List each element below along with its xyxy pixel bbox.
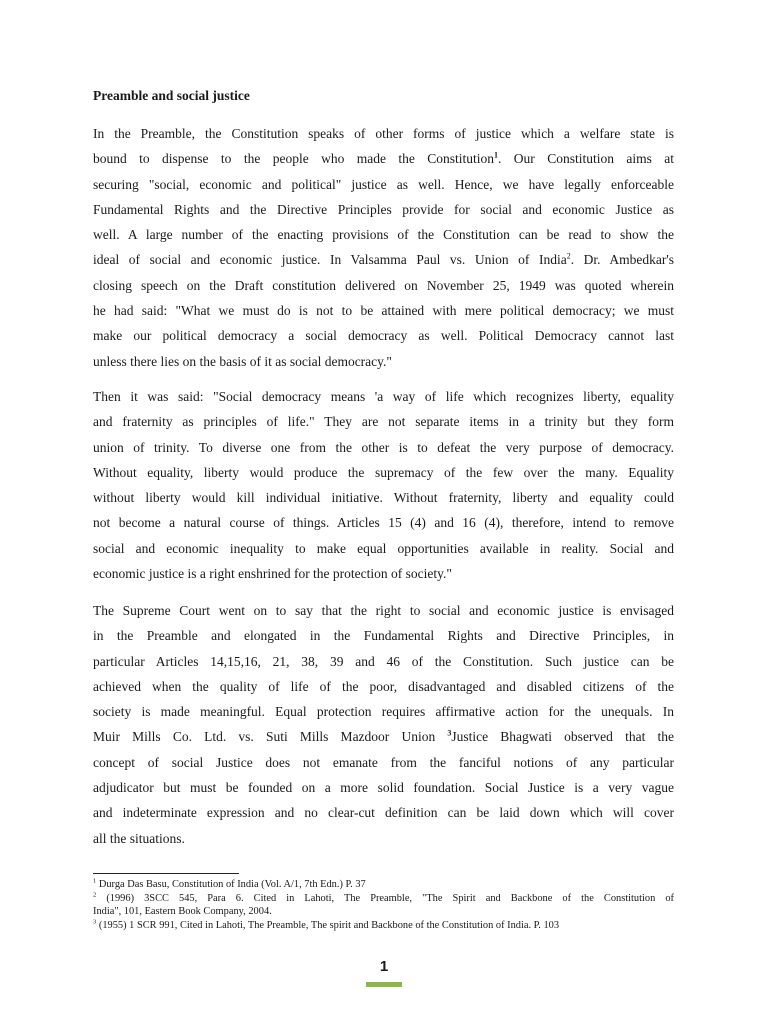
section-heading: Preamble and social justice: [93, 88, 250, 103]
footnote-number: 2: [93, 891, 97, 899]
text-line: particular Articles 14,15,16, 21, 38, 39 and 46 of the Constitution. Such justice can be: [93, 653, 674, 669]
text-line: unless there lies on the basis of it as social democracy.": [93, 353, 392, 369]
text-line: and indeterminate expression and no clear-cut definition can be laid down which will cover: [93, 805, 674, 821]
text-line: society is made meaningful. Equal protection requires affirmative action for the unequals. In: [93, 704, 674, 720]
text-line: and fraternity as principles of life." They are not separate items in a trinity but they form: [93, 414, 674, 430]
footnote-number: 3: [93, 918, 97, 926]
text-line: Fundamental Rights and the Directive Principles provide for social and economic Justice as: [93, 201, 674, 217]
page-number: 1: [379, 958, 389, 975]
text-line: bound to dispense to the people who made the Constitution$^1$. Our Constitution aims at: [93, 150, 674, 167]
text-line: ideal of social and economic justice. In Valsamma Paul vs. Union of India$^2$. Dr. Ambedkar's: [93, 251, 675, 268]
footnote-text: Durga Das Basu, Constitution of India (Vol. A/1, 7th Edn.) P. 37: [98, 879, 366, 890]
text-line: concept of social Justice does not emanate from the fanciful notions of any particular: [93, 754, 674, 770]
text-line: Without equality, liberty would produce the supremacy of the few over the many. Equality: [93, 464, 674, 480]
text-line: social and economic inequality to make equal opportunities available in reality. Social and: [93, 540, 674, 556]
paragraph-1: [93, 121, 674, 374]
footnote-number: 1: [93, 877, 97, 885]
footnote-text: India", 101, Eastern Book Company, 2004.: [93, 906, 272, 918]
footnotes: [93, 878, 674, 932]
footnote-ref-1: 1: [494, 150, 499, 160]
footnote-3: [93, 919, 674, 933]
footnote-separator: [93, 873, 239, 874]
footnote-text: (1996) 3SCC 545, Para 6. Cited in Lahoti, The Preamble, "The Spirit and Backbone of the Constitution of: [106, 892, 674, 904]
text-line: economic justice is a right enshrined for the protection of society.": [93, 566, 452, 582]
text-line: union of trinity. To diverse one from the other is to defeat the very purpose of democracy.: [93, 439, 674, 455]
text-line: The Supreme Court went on to say that the right to social and economic justice is envisaged: [93, 603, 674, 618]
footnote-ref-3: 3: [447, 728, 452, 738]
text-line: make our political democracy a social democracy as well. Political Democracy cannot last: [93, 328, 674, 344]
text-line: without liberty would kill individual initiative. Without fraternity, liberty and equality could: [93, 490, 674, 506]
text-line: all the situations.: [93, 830, 185, 846]
text-line: not become a natural course of things. Articles 15 (4) and 16 (4), therefore, intend to remove: [93, 515, 674, 531]
paragraph-3: [93, 598, 674, 851]
text-line: closing speech on the Draft constitution delivered on November 25, 1949 was quoted wherein: [93, 277, 674, 293]
footnote-1: [93, 878, 674, 892]
text-line: In the Preamble, the Constitution speaks of other forms of justice which a welfare state is: [93, 126, 674, 141]
text-line: in the Preamble and elongated in the Fundamental Rights and Directive Principles, in: [93, 628, 674, 644]
footnote-2: [93, 892, 674, 919]
footnote-ref-2: 2: [566, 251, 571, 261]
text-line: well. A large number of the enacting provisions of the Constitution can be read to show the: [93, 227, 674, 243]
text-line: securing "social, economic and political" justice as well. Hence, we have legally enforceable: [93, 176, 674, 192]
footnote-text: (1955) 1 SCR 991, Cited in Lahoti, The Preamble, The spirit and Backbone of the Constitution of India. P. 103: [98, 919, 560, 931]
page-number-underline: [366, 982, 402, 987]
text-line: Then it was said: "Social democracy means 'a way of life which recognizes liberty, equality: [93, 389, 674, 404]
paragraph-2: [93, 384, 674, 586]
text-line: he had said: "What we must do is not to be attained with mere political democracy; we must: [93, 303, 674, 319]
text-line: achieved when the quality of life of the poor, disadvantaged and disabled citizens of the: [93, 678, 674, 694]
text-line: Muir Mills Co. Ltd. vs. Suti Mills Mazdoor Union $^3$Justice Bhagwati observed that the: [93, 728, 674, 745]
text-line: adjudicator but must be founded on a more solid foundation. Social Justice is a very vague: [93, 780, 674, 796]
